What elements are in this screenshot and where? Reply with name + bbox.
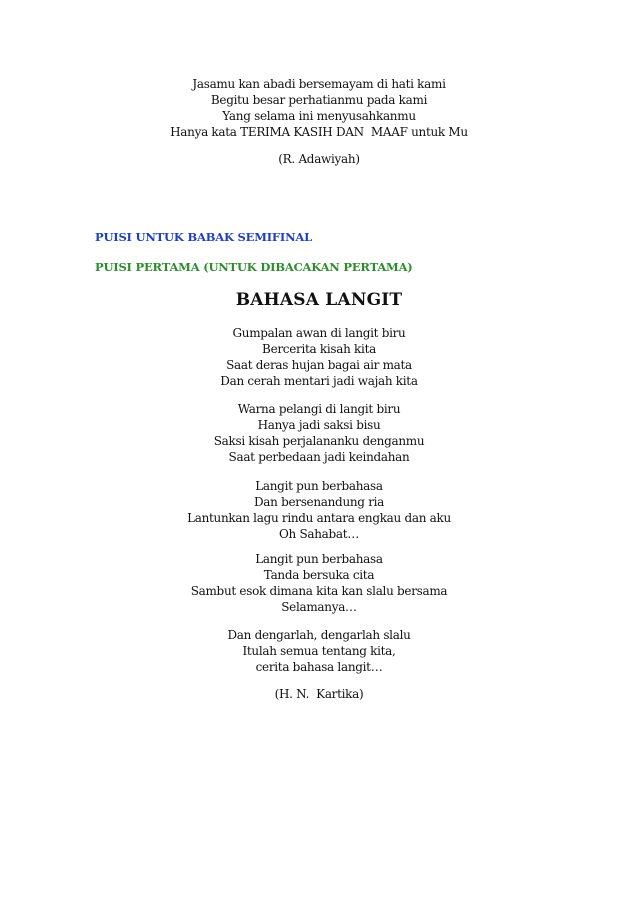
poem2-author: (H. N. Kartika) [274, 687, 364, 701]
poem-line: Gumpalan awan di langit biru [232, 326, 406, 340]
poem-line: Dan dengarlah, dengarlah slalu [227, 628, 411, 642]
poem-line: Selamanya… [281, 600, 357, 614]
poem-line: Saksi kisah perjalananku denganmu [213, 434, 425, 448]
poem-line: Dan bersenandung ria [253, 495, 385, 509]
poem1-author-wrap [0, 151, 638, 167]
poem2-stanza-3 [0, 478, 638, 542]
poem2-stanza-2 [0, 401, 638, 465]
poem2-title: BAHASA LANGIT [235, 290, 403, 310]
first-poem-heading: PUISI PERTAMA (UNTUK DIBACAKAN PERTAMA) [95, 260, 413, 274]
poem2-stanza-4 [0, 551, 638, 615]
poem1-author: (R. Adawiyah) [278, 152, 360, 166]
poem2-author-wrap [0, 686, 638, 702]
poem-line: Tanda bersuka cita [263, 568, 375, 582]
poem-line: Langit pun berbahasa [255, 479, 383, 493]
poem-line: Saat perbedaan jadi keindahan [228, 450, 410, 464]
poem-line: Jasamu kan abadi bersemayam di hati kami [192, 77, 446, 91]
poem-line: Itulah semua tentang kita, [242, 644, 396, 658]
poem-line: Lantunkan lagu rindu antara engkau dan aku [187, 511, 451, 525]
poem-line: Langit pun berbahasa [255, 552, 383, 566]
poem-line: Begitu besar perhatianmu pada kami [210, 93, 428, 107]
poem-line: Warna pelangi di langit biru [237, 402, 401, 416]
poem-line: Hanya jadi saksi bisu [257, 418, 381, 432]
poem2-stanza-5 [0, 627, 638, 675]
semifinal-heading: PUISI UNTUK BABAK SEMIFINAL [95, 230, 312, 244]
poem-line: Saat deras hujan bagai air mata [226, 358, 412, 372]
poem-line: cerita bahasa langit… [255, 660, 383, 674]
poem2-stanza-1 [0, 325, 638, 389]
poem-line: Bercerita kisah kita [262, 342, 376, 356]
poem-line: Yang selama ini menyusahkanmu [222, 109, 416, 123]
poem-line: Oh Sahabat… [279, 527, 359, 541]
poem-line: Sambut esok dimana kita kan slalu bersama [190, 584, 448, 598]
poem-line: Dan cerah mentari jadi wajah kita [220, 374, 418, 388]
poem-line: Hanya kata TERIMA KASIH DAN MAAF untuk Mu [170, 125, 468, 139]
poem1-closing-stanza [0, 76, 638, 140]
